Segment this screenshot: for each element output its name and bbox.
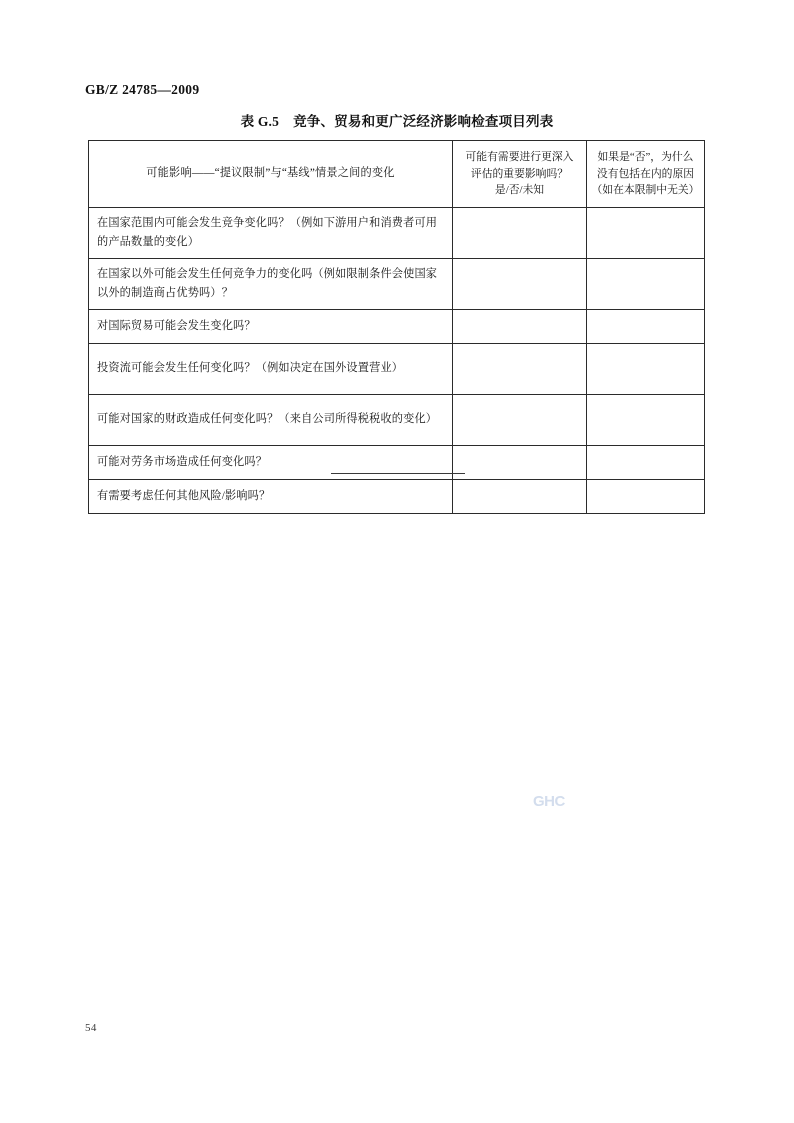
row-question: 投资流可能会发生任何变化吗？（例如决定在国外设置营业） bbox=[89, 344, 453, 395]
column-header-reason bbox=[587, 141, 705, 208]
row-question: 可能对国家的财政造成任何变化吗？（来自公司所得税税收的变化） bbox=[89, 395, 453, 446]
row-assessment-cell[interactable] bbox=[453, 395, 587, 446]
column-header-assessment-line1: 可能有需要进行更深入 bbox=[465, 151, 574, 164]
table-row bbox=[89, 259, 705, 310]
column-header-reason-line3: （如在本限制中无关） bbox=[591, 184, 700, 197]
watermark: GHC bbox=[533, 793, 565, 810]
row-reason-cell[interactable] bbox=[587, 446, 705, 480]
row-assessment-cell[interactable] bbox=[453, 446, 587, 480]
row-question: 对国际贸易可能会发生变化吗？ bbox=[89, 310, 453, 344]
column-header-assessment bbox=[453, 141, 587, 208]
row-reason-cell[interactable] bbox=[587, 344, 705, 395]
table-caption-title: 竞争、贸易和更广泛经济影响检查项目列表 bbox=[293, 114, 554, 129]
column-header-reason-line1: 如果是“否”，为什么 bbox=[597, 151, 694, 164]
row-reason-cell[interactable] bbox=[587, 395, 705, 446]
table-row bbox=[89, 395, 705, 446]
column-header-reason-line2: 没有包括在内的原因 bbox=[596, 167, 695, 180]
page-number: 54 bbox=[85, 1022, 97, 1034]
row-assessment-cell[interactable] bbox=[453, 480, 587, 514]
table-row bbox=[89, 446, 705, 480]
row-reason-cell[interactable] bbox=[587, 480, 705, 514]
row-question: 在国家范围内可能会发生竞争变化吗？（例如下游用户和消费者可用的产品数量的变化） bbox=[89, 208, 453, 259]
row-question: 有需要考虑任何其他风险/影响吗？ bbox=[89, 480, 453, 514]
checklist-table-wrapper bbox=[88, 140, 704, 514]
table-row bbox=[89, 208, 705, 259]
column-header-assessment-line2: 评估的重要影响吗？ bbox=[470, 167, 569, 180]
row-assessment-cell[interactable] bbox=[453, 259, 587, 310]
column-header-assessment-line3: 是/否/未知 bbox=[494, 184, 545, 197]
row-assessment-cell[interactable] bbox=[453, 344, 587, 395]
table-row bbox=[89, 480, 705, 514]
checklist-table-body bbox=[89, 208, 705, 514]
table-caption-number: 表 G.5 bbox=[240, 114, 280, 129]
checklist-table bbox=[88, 140, 705, 514]
column-header-impact: 可能影响——“提议限制”与“基线”情景之间的变化 bbox=[89, 141, 453, 208]
row-assessment-cell[interactable] bbox=[453, 310, 587, 344]
row-assessment-cell[interactable] bbox=[453, 208, 587, 259]
row-question: 在国家以外可能会发生任何竞争力的变化吗（例如限制条件会使国家以外的制造商占优势吗）？ bbox=[89, 259, 453, 310]
row-reason-cell[interactable] bbox=[587, 310, 705, 344]
row-reason-cell[interactable] bbox=[587, 259, 705, 310]
table-row bbox=[89, 310, 705, 344]
standard-number-header: GB/Z 24785—2009 bbox=[85, 82, 200, 97]
row-question: 可能对劳务市场造成任何变化吗？ bbox=[89, 446, 453, 480]
row-reason-cell[interactable] bbox=[587, 208, 705, 259]
table-header-row bbox=[89, 141, 705, 208]
table-caption bbox=[0, 110, 794, 130]
table-row bbox=[89, 344, 705, 395]
end-of-section-rule bbox=[331, 473, 465, 474]
